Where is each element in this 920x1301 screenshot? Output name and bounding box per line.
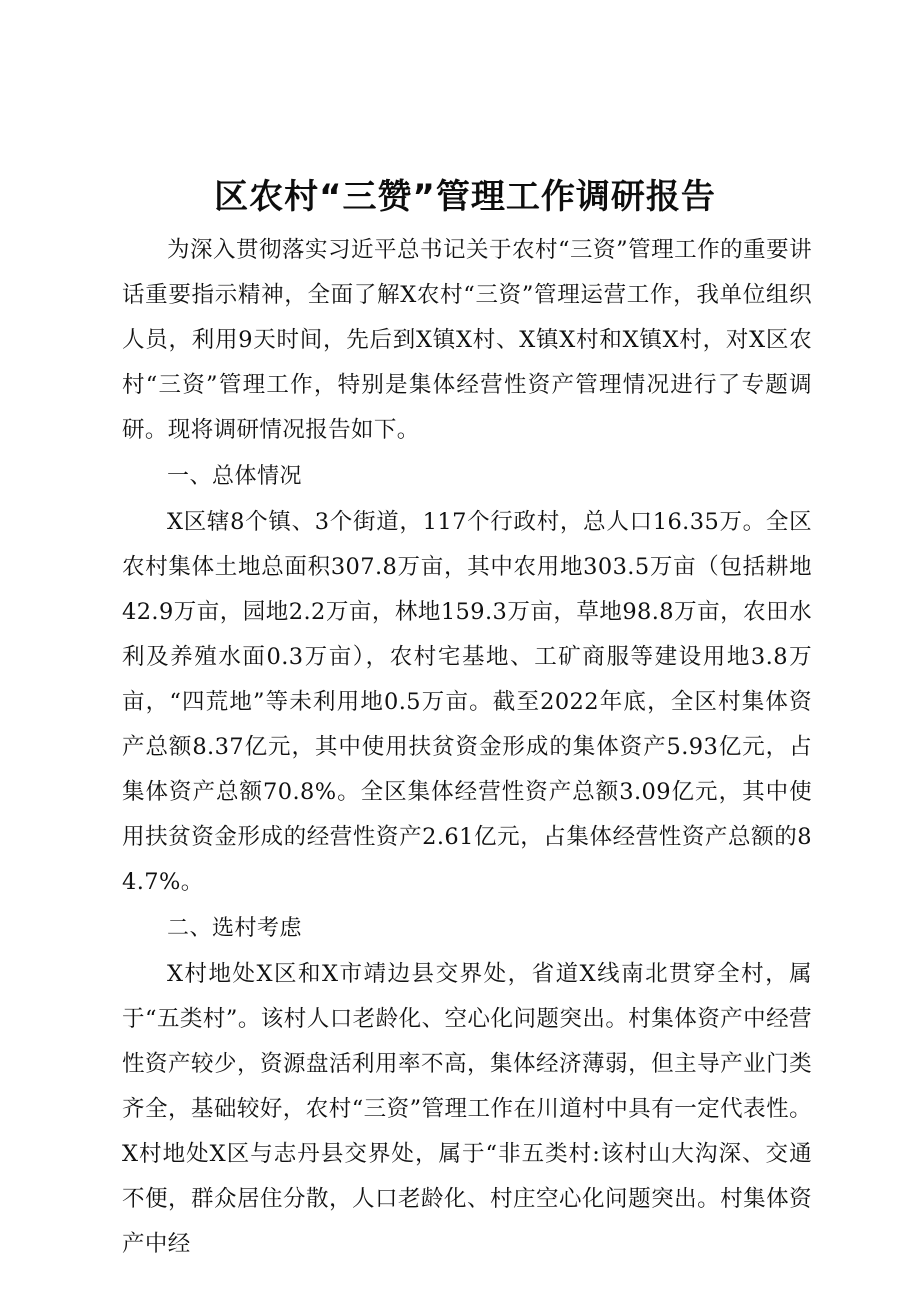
- village-selection-paragraph: X村地处X区和X市靖边县交界处，省道X线南北贯穿全村，属于“五类村”。该村人口老龄化、空心化问题突出。村集体资产中经营性资产较少，资源盘活利用率不高，集体经济薄弱，但主导产业门类齐全，基础较好，农村“三资”管理工作在川道村中具有一定代表性。X村地处X区与志丹县交界处，属于“非五类村:该村山大沟深、交通不便，群众居住分散，人口老龄化、村庄空心化问题突出。村集体资产中经: [122, 961, 812, 1257]
- overview-paragraph: X区辖8个镇、3个街道，117个行政村，总人口16.35万。全区农村集体土地总面积307.8万亩，其中农用地303.5万亩（包括耕地42.9万亩，园地2.2万亩，林地159.3万亩，草地98.8万亩，农田水利及养殖水面0.3万亩），农村宅基地、工矿商服等建设用地3.8万亩，“四荒地”等未利用地0.5万亩。截至2022年底，全区村集体资产总额8.37亿元，其中使用扶贫资金形成的集体资产5.93亿元，占集体资产总额70.8%。全区集体经营性资产总额3.09亿元，其中使用扶贫资金形成的经营性资产2.61亿元，占集体经营性资产总额的84.7%。: [122, 509, 812, 895]
- section-heading-overview: 一、总体情况: [167, 464, 303, 489]
- intro-paragraph: 为深入贯彻落实习近平总书记关于农村“三资”管理工作的重要讲话重要指示精神，全面了解X农村“三资”管理运营工作，我单位组织人员，利用9天时间，先后到X镇X村、X镇X村和X镇X村，对X区农村“三资”管理工作，特别是集体经营性资产管理情况进行了专题调研。现将调研情况报告如下。: [122, 237, 812, 443]
- document-body: [122, 228, 812, 1267]
- section-heading-village-selection: 二、选村考虑: [167, 916, 303, 941]
- document-title: 区农村“三赞”管理工作调研报告: [214, 177, 716, 217]
